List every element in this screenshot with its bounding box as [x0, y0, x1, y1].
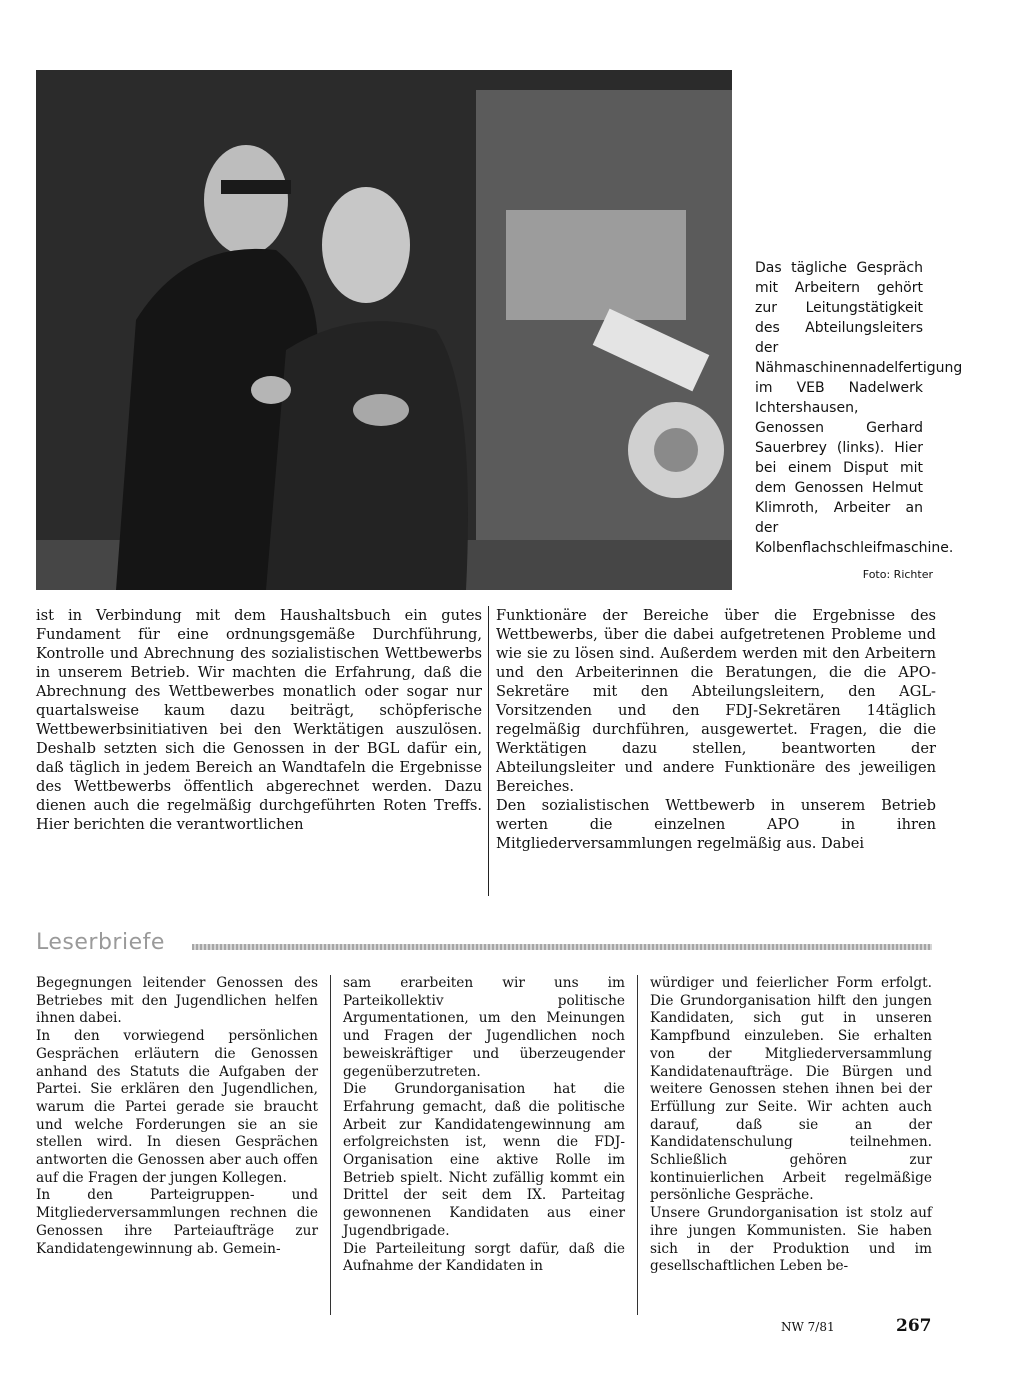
letters-column-1 — [36, 975, 318, 1258]
letters-column-3 — [650, 975, 932, 1276]
paragraph: Die Grundorganisation hat die Erfahrung gemacht, daß die politische Arbeit zur Kandidatengewinnung am erfolgreichsten ist, wenn die FDJ-Organisation eine aktive Rolle im Betrieb spielt. Nicht zufällig kommt ein Drittel der seit dem IX. Parteitag gewonnenen Kandidaten aus einer Jugendbrigade. — [343, 1081, 625, 1239]
paragraph: In den Parteigruppen- und Mitgliederversammlungen rechnen die Genossen ihre Parteiaufträge zur Kandidatengewinnung ab. Gemein- — [36, 1187, 318, 1257]
issue-label: NW 7/81 — [781, 1320, 835, 1334]
paragraph: Unsere Grundorganisation ist stolz auf ihre jungen Kommunisten. Sie haben sich in der Produktion und im gesellschaftlichen Leben be- — [650, 1205, 932, 1275]
article-column-right — [496, 606, 936, 853]
page-number: 267 — [896, 1316, 932, 1336]
section-rule — [192, 944, 932, 950]
paragraph: würdiger und feierlicher Form erfolgt. Die Grundorganisation hilft den jungen Kandidaten, sich gut in unseren Kampfbund einzuleben. Sie erhalten von der Mitgliederversammlung Kandidatenaufträge. Die Bürgen und weitere Genossen stehen ihnen bei der Erfüllung zur Seite. Wir achten auch darauf, daß sie an der Kandidatenschulung teilnehmen. Schließlich gehören zur kontinuierlichen Arbeit regelmäßige persönliche Gespräche. — [650, 975, 932, 1204]
column-divider — [330, 975, 331, 1315]
photo-illustration — [36, 70, 732, 590]
article-column-left — [36, 606, 482, 834]
letters-column-2 — [343, 975, 625, 1276]
column-divider — [488, 606, 489, 896]
paragraph: Die Parteileitung sorgt dafür, daß die Aufnahme der Kandidaten in — [343, 1240, 625, 1275]
paragraph: In den vorwiegend persönlichen Gesprächen erläutern die Genossen anhand des Statuts die Aufgaben der Partei. Sie erklären den Jugendlichen, warum die Partei gerade sie braucht und welche Forderungen sie an sie stellen wird. In diesen Gesprächen antworten die Genossen aber auch offen auf die Fragen der jungen Kollegen. — [36, 1028, 318, 1186]
section-title: Leserbriefe — [36, 930, 165, 955]
paragraph: Den sozialistischen Wettbewerb in unserem Betrieb werten die einzelnen APO in ihren Mitgliederversammlungen regelmäßig aus. Dabei — [496, 797, 936, 852]
photo-credit: Foto: Richter — [862, 568, 933, 581]
paragraph: ist in Verbindung mit dem Haushaltsbuch ein gutes Fundament für eine ordnungsgemäße Durchführung, Kontrolle und Abrechnung des sozialistischen Wettbewerbs in unserem Betrieb. Wir machten die Erfahrung, daß die Abrechnung des Wettbewerbes monatlich oder sogar nur quartalsweise kaum dazu beiträgt, schöpferische Wettbewerbsinitiativen bei den Werktätigen auszulösen. Deshalb setzten sich die Genossen in der BGL dafür ein, daß täglich in jedem Bereich an Wandtafeln die Ergebnisse des Wettbewerbs öffentlich abgerechnet werden. Dazu dienen auch die regelmäßig durchgeführten Roten Treffs. Hier berichten die verantwortlichen — [36, 607, 482, 833]
paragraph: Funktionäre der Bereiche über die Ergebnisse des Wettbewerbs, über die dabei aufgetretenen Probleme und wie sie zu lösen sind. Außerdem werden mit den Arbeitern und den Arbeiterinnen die Beratungen, die die APO-Sekretäre mit den Abteilungsleitern, den AGL-Vorsitzenden und den FDJ-Sekretären 14täglich regelmäßig durchführen, ausgewertet. Fragen, die die Werktätigen dazu stellen, beantworten der Abteilungsleiter und andere Funktionäre des jeweiligen Bereiches. — [496, 607, 936, 795]
paragraph: sam erarbeiten wir uns im Parteikollektiv politische Argumentationen, um den Meinungen und Fragen der Jugendlichen noch beweiskräftiger und überzeugender gegenüberzutreten. — [343, 975, 625, 1080]
article-photo — [36, 70, 732, 590]
photo-caption: Das tägliche Gespräch mit Arbeitern gehört zur Leitungstätigkeit des Abteilungsleiters der Nähmaschinennadelfertigung im VEB Nadelwerk Ichtershausen, Genossen Gerhard Sauerbrey (links). Hier bei einem Disput mit dem Genossen Helmut Klimroth, Arbeiter an der Kolbenflachschleifmaschine. — [755, 260, 963, 556]
column-divider — [637, 975, 638, 1315]
paragraph: Begegnungen leitender Genossen des Betriebes mit den Jugendlichen helfen ihnen dabei. — [36, 975, 318, 1027]
